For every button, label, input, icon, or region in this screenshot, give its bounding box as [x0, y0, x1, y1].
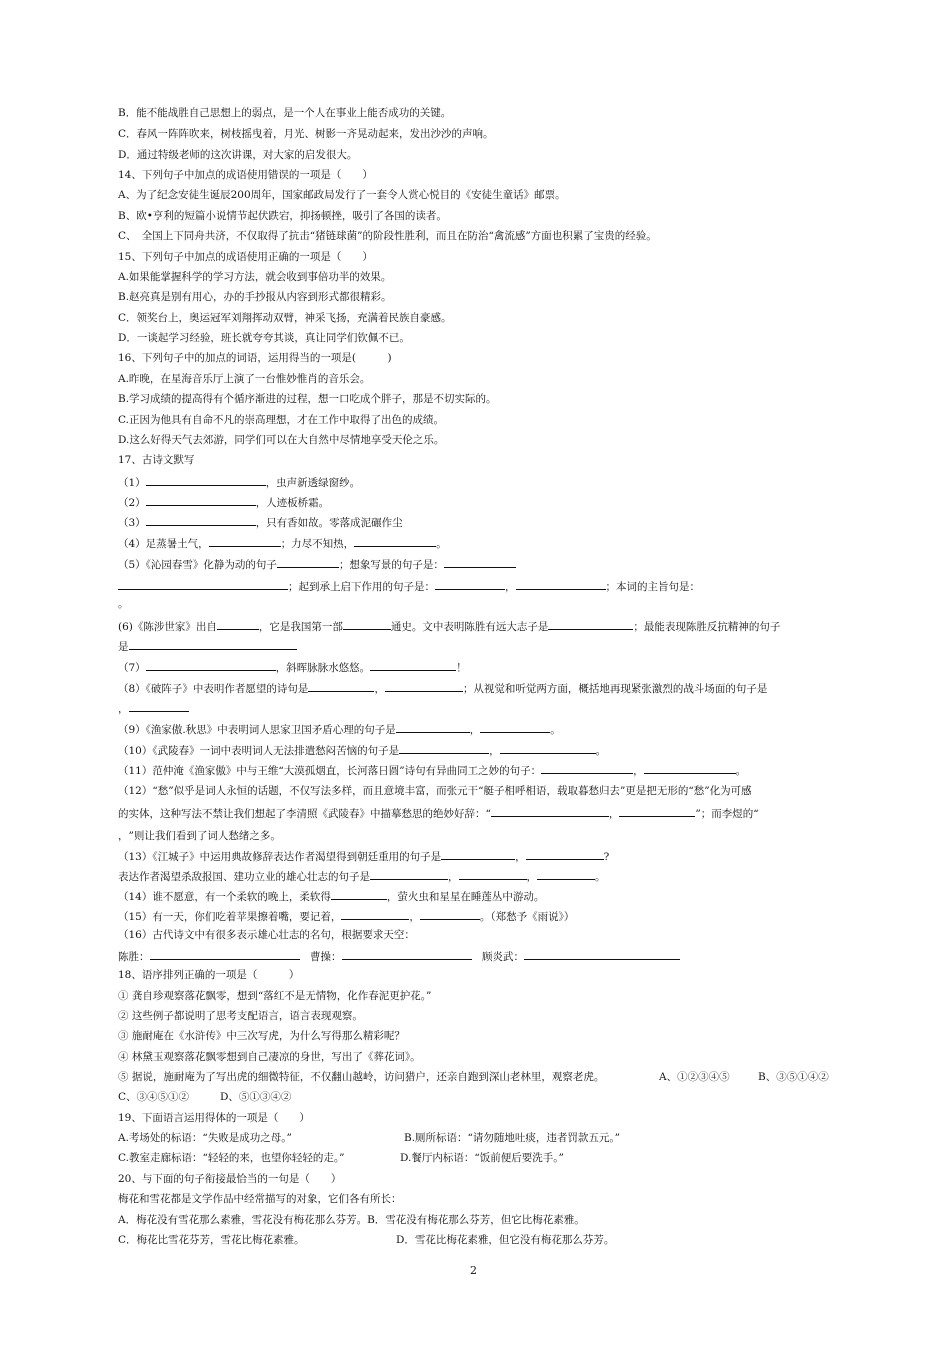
fill-in-blank[interactable]: [491, 805, 609, 817]
line-text: ，虫声新透绿窗纱。: [265, 477, 361, 489]
line-text: 。: [595, 871, 606, 883]
line-text: 。（郑愁予《雨说》）: [479, 911, 575, 923]
text-line: [118, 148, 357, 162]
fill-in-blank[interactable]: [385, 680, 463, 692]
line-text: B．能不能战胜自己思想上的弱点，是一个人在事业上能否成功的关键。: [118, 107, 452, 119]
fill-in-blank[interactable]: [150, 948, 300, 960]
fill-in-blank[interactable]: [480, 721, 550, 733]
text-line: [118, 597, 129, 611]
line-text: ② 这些例子都说明了思考支配语言，语言表现观察。: [118, 1010, 363, 1022]
line-text: （5）《沁园春雪》化静为动的句子: [118, 559, 277, 571]
line-text: ，人迹板桥霜。: [255, 497, 330, 509]
fill-in-blank[interactable]: [441, 848, 515, 860]
line-text: ，: [118, 703, 129, 715]
text-line: [118, 805, 759, 821]
line-text: 是: [118, 641, 129, 653]
line-text: ，: [118, 830, 129, 842]
line-text: B、欧•亨利的短篇小说情节起伏跌宕，抑扬顿挫，吸引了各国的读者。: [118, 210, 447, 222]
text-line: [118, 433, 444, 447]
page-number: 2: [470, 1264, 477, 1277]
line-text: C、 全国上下同舟共济，不仅取得了抗击“猪链球菌”的阶段性胜利，而且在防治“禽流感”方面也积累了宝贵的经验。: [118, 230, 657, 242]
fill-in-blank[interactable]: [217, 618, 259, 630]
text-line: [118, 721, 561, 737]
line-text: （7）: [118, 662, 146, 674]
line-text: （3）: [118, 517, 146, 529]
line-text: C.教室走廊标语：“轻轻的来，也望你轻轻的走。”: [118, 1152, 345, 1164]
line-text: （2）: [118, 497, 146, 509]
text-line: [118, 1009, 363, 1023]
line-text: ① 龚自珍观察落花飘零，想到“落红不是无情物，化作春泥更护花。”: [118, 990, 432, 1002]
text-line: [118, 868, 606, 884]
fill-in-blank[interactable]: [331, 888, 387, 900]
fill-in-blank[interactable]: [548, 618, 633, 630]
text-line: [118, 250, 373, 264]
fill-in-blank[interactable]: [209, 535, 281, 547]
fill-in-blank[interactable]: [516, 578, 606, 590]
line-text: 14、下列句子中加点的成语使用错误的一项是（ ）: [118, 169, 373, 181]
text-line: [118, 578, 700, 594]
text-line: [118, 638, 297, 654]
line-text: 。: [595, 745, 607, 757]
line-text: （14）谁不愿意，有一个柔软的晚上，柔软得: [118, 891, 331, 903]
text-line: [118, 556, 516, 572]
line-text: 。: [735, 765, 747, 777]
line-text: 。: [436, 538, 447, 550]
line-text: D．一谈起学习经验，班长就夸夸其谈，真让同学们钦佩不已。: [118, 332, 410, 344]
text-line: [118, 1090, 292, 1104]
line-text: ，: [505, 581, 516, 593]
line-text: B.赵亮真是别有用心，办的手抄报从内容到形式都很精彩。: [118, 291, 392, 303]
line-text: ，: [448, 871, 459, 883]
fill-in-blank[interactable]: [129, 700, 189, 712]
fill-in-blank[interactable]: [354, 535, 436, 547]
line-text: 15、下列句子中加点的成语使用正确的一项是（ ）: [118, 251, 373, 263]
line-text: ；从视觉和听觉两方面，概括地再现紧张激烈的战斗场面的句子是: [462, 683, 768, 695]
text-line: [118, 700, 189, 716]
text-line: [118, 742, 606, 758]
line-text: 。: [118, 598, 129, 610]
line-text: ③ 施耐庵在《水浒传》中三次写虎，为什么写得那么精彩呢？: [118, 1030, 405, 1042]
line-text: 18、语序排列正确的一项是（ ）: [118, 969, 300, 981]
text-line: [118, 514, 403, 530]
text-line: [118, 311, 452, 325]
line-text: A.如果能掌握科学的学习方法，就会收到事倍功半的效果。: [118, 271, 392, 283]
fill-in-blank[interactable]: [644, 762, 736, 774]
line-text: ！: [456, 662, 467, 674]
text-line: [118, 1192, 402, 1206]
line-text: C．梅花比雪花芬芳，雪花比梅花素雅。: [118, 1234, 305, 1246]
line-text: ”则让我们看到了词人愁绪之多。: [128, 830, 281, 842]
line-text: ，: [608, 808, 620, 820]
line-text: ，: [374, 683, 385, 695]
fill-in-blank[interactable]: [146, 474, 266, 486]
line-text: 曹操：: [299, 951, 342, 963]
line-text: ，: [469, 724, 481, 736]
fill-in-blank[interactable]: [537, 868, 595, 880]
line-text: ④ 林黛玉观察落花飘零想到自己凄凉的身世，写出了《葬花词》。: [118, 1051, 421, 1063]
text-line: [118, 1070, 829, 1084]
fill-in-blank[interactable]: [399, 742, 489, 754]
line-text: A、为了纪念安徒生诞辰200周年，国家邮政局发行了一套令人赏心悦目的《安徒生童话》邮票。: [118, 189, 566, 201]
text-line: [118, 106, 451, 120]
text-line: [118, 848, 609, 864]
text-line: [118, 127, 494, 141]
line-text: ；最能表现陈胜反抗精神的句子: [633, 621, 781, 633]
fill-in-blank[interactable]: [370, 868, 448, 880]
line-text: B、③⑤①④②: [758, 1071, 829, 1083]
line-text: （1）: [118, 477, 146, 489]
line-text: ?: [603, 851, 610, 863]
line-text: （12）“愁”似乎是词人永恒的话题，不仅写法多样，而且意境丰富，而张元干“艇子相呼相语，载取暮愁归去”更是把无形的“愁”化为可感: [118, 785, 752, 797]
line-text: (6)《陈涉世家》出自: [118, 621, 217, 633]
line-text: （13）《江城子》中运用典故修辞表达作者渴望得到朝廷重用的句子是: [118, 851, 442, 863]
line-text: A、①②③④⑤: [659, 1071, 730, 1083]
text-line: [118, 928, 415, 942]
line-text: ；起到承上启下作用的句子是：: [288, 581, 435, 593]
line-text: ，: [515, 851, 526, 863]
fill-in-blank[interactable]: [420, 908, 480, 920]
line-text: 顾炎武：: [471, 951, 524, 963]
line-text: ”；而李煜的“: [695, 808, 759, 820]
line-text: ，: [409, 911, 420, 923]
line-text: D.餐厅内标语：“饭前便后要洗手。”: [400, 1152, 564, 1164]
line-text: 陈胜：: [118, 951, 150, 963]
line-text: ；本词的主旨句是：: [605, 581, 700, 593]
line-text: 的实体，这种写法不禁让我们想起了李清照《武陵春》中描摹愁思的绝妙好辞：“: [118, 808, 491, 820]
fill-in-blank[interactable]: [370, 659, 456, 671]
line-text: （10）《武陵春》一词中表明词人无法排遣愁闷苦恼的句子是: [118, 745, 400, 757]
fill-in-blank[interactable]: [500, 742, 596, 754]
fill-in-blank[interactable]: [444, 556, 516, 568]
text-line: [118, 351, 392, 365]
text-line: [118, 680, 767, 696]
text-line: [118, 1131, 621, 1145]
text-line: [118, 474, 360, 490]
line-text: 通史。文中表明陈胜有远大志子是: [390, 621, 549, 633]
fill-in-blank[interactable]: [118, 578, 288, 590]
text-line: [118, 1213, 585, 1227]
text-line: [118, 453, 194, 467]
text-line: [118, 372, 370, 386]
line-text: （9）《渔家傲.秋思》中表明词人思家卫国矛盾心理的句子是: [118, 724, 396, 736]
line-text: A.昨晚，在星海音乐厅上演了一台惟妙惟肖的音乐会。: [118, 373, 371, 385]
text-line: [118, 908, 574, 924]
line-text: D、⑤①③④②: [220, 1091, 292, 1103]
fill-in-blank[interactable]: [341, 908, 409, 920]
line-text: B.厕所标语：“请勿随地吐痰，违者罚款五元。”: [404, 1132, 621, 1144]
fill-in-blank[interactable]: [459, 868, 527, 880]
line-text: D.这么好得天气去郊游，同学们可以在大自然中尽情地享受天伦之乐。: [118, 434, 445, 446]
text-line: [118, 1111, 310, 1125]
fill-in-blank[interactable]: [129, 638, 297, 650]
text-line: [118, 1029, 405, 1043]
line-text: 表达作者渴望杀敌报国、建功立业的雄心壮志的句子是: [118, 871, 370, 883]
text-line: [118, 413, 444, 427]
text-line: [118, 290, 392, 304]
line-text: ，斜晖脉脉水悠悠。: [275, 662, 371, 674]
text-line: [118, 494, 329, 510]
line-text: ，: [633, 765, 644, 777]
text-line: [118, 659, 467, 675]
line-text: D．雪花比梅花素雅，但它没有梅花那么芬芳。: [396, 1234, 615, 1246]
text-line: [118, 948, 680, 964]
line-text: 17、古诗文默写: [118, 454, 195, 466]
line-text: （15）有一天，你们吃着苹果擦着嘴，要记着，: [118, 911, 342, 923]
fill-in-blank[interactable]: [343, 618, 391, 630]
text-line: [118, 188, 566, 202]
line-text: 20、与下面的句子衔接最恰当的一句是（ ）: [118, 1173, 342, 1185]
fill-in-blank[interactable]: [524, 948, 680, 960]
text-line: [118, 1050, 421, 1064]
text-line: [118, 827, 281, 843]
fill-in-blank[interactable]: [619, 805, 695, 817]
line-text: D．通过特级老师的这次讲课，对大家的启发很大。: [118, 149, 358, 161]
fill-in-blank[interactable]: [396, 721, 470, 733]
line-text: C．领奖台上，奥运冠军刘翔挥动双臂，神采飞扬，充满着民族自豪感。: [118, 312, 452, 324]
line-text: （4）足蒸暑土气，: [118, 538, 209, 550]
text-line: [118, 968, 299, 982]
text-line: [118, 1151, 564, 1165]
line-text: A．梅花没有雪花那么素雅，雪花没有梅花那么芬芳。B．雪花没有梅花那么芬芳，但它比梅花素雅。: [118, 1214, 585, 1226]
text-line: [118, 331, 410, 345]
text-line: [118, 762, 746, 778]
line-text: ；力尽不知热，: [280, 538, 355, 550]
text-line: [118, 1172, 341, 1186]
text-line: [118, 229, 657, 243]
fill-in-blank[interactable]: [435, 578, 505, 590]
text-line: [118, 392, 497, 406]
text-line: [118, 888, 544, 904]
line-text: ，: [489, 745, 500, 757]
text-line: [118, 270, 391, 284]
text-line: [118, 168, 373, 182]
line-text: ，只有香如故。零落成泥碾作尘: [255, 517, 403, 529]
line-text: C.正因为他具有自命不凡的崇高理想，才在工作中取得了出色的成绩。: [118, 414, 444, 426]
line-text: ，它是我国第一部: [258, 621, 343, 633]
line-text: ，: [526, 871, 537, 883]
line-text: ⑤ 据说，施耐庵为了写出虎的细微特征，不仅翻山越岭，访问猎户，还亲自跑到深山老林里，观察老虎。: [118, 1071, 605, 1083]
text-line: [118, 209, 447, 223]
line-text: 16、下列句子中的加点的词语，运用得当的一项是( ): [118, 352, 392, 364]
text-line: [118, 618, 780, 634]
fill-in-blank[interactable]: [526, 848, 604, 860]
line-text: A.考场处的标语：“失败是成功之母。”: [118, 1132, 292, 1144]
line-text: （16）古代诗文中有很多表示雄心壮志的名句，根据要求天空：: [118, 929, 415, 941]
line-text: C．春风一阵阵吹来，树枝摇曳着，月光、树影一齐晃动起来，发出沙沙的声响。: [118, 128, 494, 140]
text-line: [118, 1233, 615, 1247]
fill-in-blank[interactable]: [541, 762, 633, 774]
text-line: [118, 989, 431, 1003]
text-line: [118, 535, 447, 551]
fill-in-blank[interactable]: [308, 680, 374, 692]
line-text: 梅花和雪花都是文学作品中经常描写的对象，它们各有所长：: [118, 1193, 402, 1205]
line-text: B.学习成绩的提高得有个循序渐进的过程，想一口吃成个胖子，那是不切实际的。: [118, 393, 497, 405]
fill-in-blank[interactable]: [146, 514, 256, 526]
line-text: 。: [550, 724, 561, 736]
line-text: ，萤火虫和星星在睡莲丛中游动。: [386, 891, 545, 903]
fill-in-blank[interactable]: [146, 494, 256, 506]
text-line: [118, 784, 752, 798]
line-text: C、③④⑤①②: [118, 1091, 190, 1103]
fill-in-blank[interactable]: [277, 556, 339, 568]
line-text: （8）《破阵子》中表明作者愿望的诗句是: [118, 683, 309, 695]
fill-in-blank[interactable]: [342, 948, 472, 960]
fill-in-blank[interactable]: [146, 659, 276, 671]
line-text: ；想象写景的句子是：: [338, 559, 444, 571]
line-text: 19、下面语言运用得体的一项是（ ）: [118, 1112, 310, 1124]
line-text: （11）范仲淹《渔家傲》中与王维“大漠孤烟直，长河落日圆”诗句有异曲同工之妙的句子：: [118, 765, 542, 777]
